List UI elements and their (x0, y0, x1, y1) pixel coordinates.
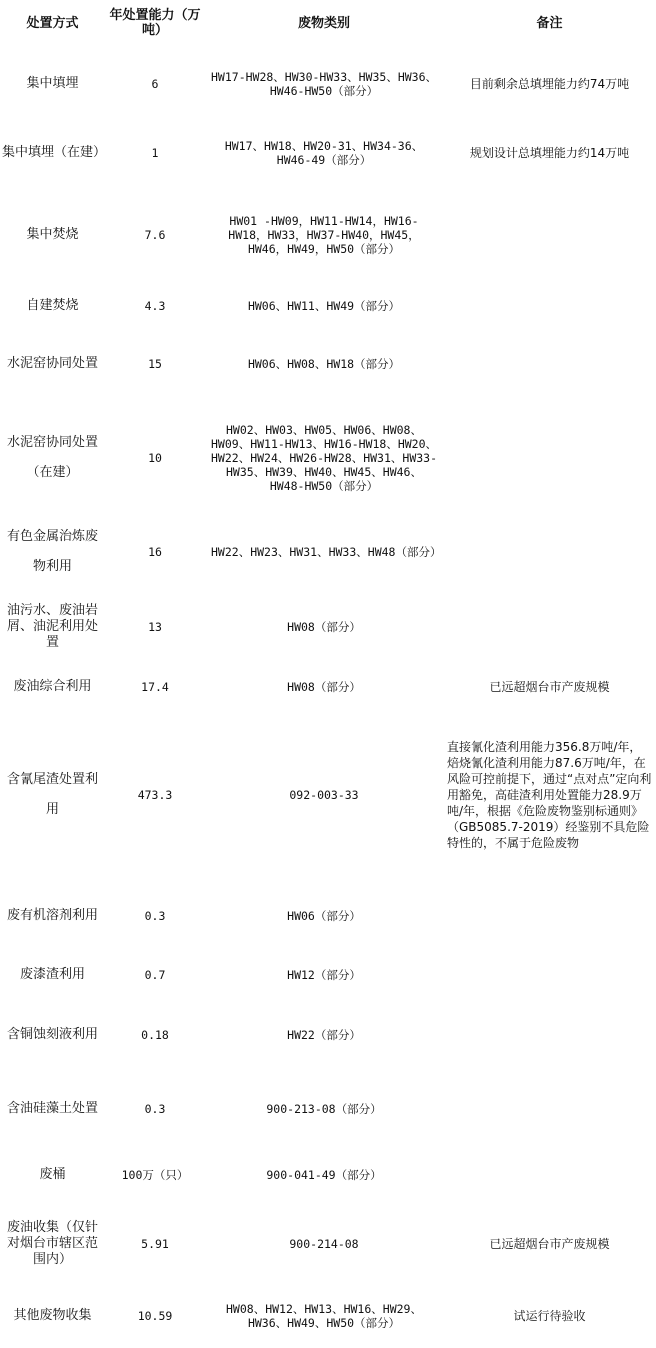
capacity-cell: 0.18 (141, 1027, 169, 1042)
category-cell: HW06、HW11、HW49（部分） (247, 299, 401, 313)
note-cell: 已远超烟台市产废规模 (489, 679, 610, 694)
capacity-cell: 13 (148, 619, 162, 634)
table-row (0, 286, 656, 326)
table-header-row (0, 0, 656, 46)
table-row (0, 998, 656, 1072)
method-cell: 含铜蚀刻液利用 (6, 1027, 98, 1042)
note-cell (443, 286, 656, 326)
note-cell: 试运行待验收 (513, 1308, 586, 1323)
note-cell (443, 998, 656, 1072)
method-cell: 油污水、废油岩屑、油泥利用处置 (6, 603, 98, 650)
note-cell (443, 514, 656, 590)
note-cell (443, 590, 656, 664)
capacity-cell: 0.7 (144, 967, 166, 982)
category-cell: HW08（部分） (287, 680, 361, 694)
header-method: 处置方式 (26, 15, 79, 31)
category-cell: HW12（部分） (287, 968, 361, 982)
category-cell: HW08、HW12、HW13、HW16、HW29、HW36、HW49、HW50（部分） (226, 1302, 422, 1330)
note-cell: 直接氰化渣利用能力356.8万吨/年，焙烧氰化渣利用能力87.6万吨/年，在风险可控前提下，通过“点对点”定向利用豁免，高硅渣利用处置能力28.9万吨/年，根据《危险废物鉴别标通则》（GB5085.7-2019）经鉴别不具危险特性的，不属于危险废物 (447, 740, 652, 850)
method-cell: 含氰尾渣处置利用 (6, 772, 98, 817)
table-row (0, 952, 656, 998)
table-row (0, 402, 656, 514)
category-cell: 900-214-08 (289, 1237, 359, 1251)
capacity-cell: 0.3 (144, 1101, 166, 1116)
capacity-cell: 1 (151, 145, 159, 160)
note-cell: 目前剩余总填埋能力约74万吨 (469, 76, 630, 91)
category-cell: HW06、HW08、HW18（部分） (247, 357, 401, 371)
note-cell (443, 952, 656, 998)
category-cell: 092-003-33 (289, 788, 359, 802)
note-cell (443, 880, 656, 952)
method-cell: 水泥窑协同处置 (6, 356, 98, 371)
capacity-cell: 17.4 (141, 679, 169, 694)
capacity-cell: 10 (148, 450, 162, 465)
capacity-cell: 100万（只） (121, 1167, 189, 1182)
table-row (0, 1284, 656, 1348)
note-cell (443, 1146, 656, 1204)
note-cell (443, 326, 656, 402)
table-row (0, 710, 656, 880)
table-row (0, 1072, 656, 1146)
category-cell: HW01 -HW09，HW11-HW14，HW16-HW18，HW33，HW37-HW40，HW45，HW46，HW49，HW50（部分） (228, 214, 420, 256)
method-cell: 废桶 (39, 1167, 66, 1182)
method-cell: 水泥窑协同处置（在建） (6, 435, 98, 480)
note-cell (443, 1072, 656, 1146)
table-row (0, 590, 656, 664)
capacity-cell: 6 (151, 76, 159, 91)
method-cell: 其他废物收集 (13, 1308, 92, 1323)
table-row (0, 880, 656, 952)
method-cell: 有色金属治炼废物利用 (6, 529, 98, 574)
category-cell: 900-213-08（部分） (266, 1102, 382, 1116)
table-row (0, 184, 656, 286)
note-cell (443, 184, 656, 286)
note-cell: 规划设计总填埋能力约14万吨 (469, 145, 630, 160)
method-cell: 集中填埋（在建） (2, 145, 107, 160)
category-cell: HW08（部分） (287, 620, 361, 634)
capacity-cell: 10.59 (137, 1308, 173, 1323)
method-cell: 废油收集（仅针对烟台市辖区范围内） (6, 1220, 98, 1267)
capacity-cell: 5.91 (141, 1236, 169, 1251)
capacity-cell: 473.3 (137, 787, 173, 802)
method-cell: 自建焚烧 (26, 298, 79, 313)
category-cell: HW22（部分） (287, 1028, 361, 1042)
category-cell: HW17-HW28、HW30-HW33、HW35、HW36、HW46-HW50（部分） (211, 70, 438, 98)
category-cell: HW06（部分） (287, 909, 361, 923)
capacity-cell: 7.6 (144, 227, 166, 242)
table-row (0, 326, 656, 402)
note-cell: 已远超烟台市产废规模 (489, 1236, 610, 1251)
category-cell: HW02、HW03、HW05、HW06、HW08、HW09、HW11-HW13、HW16-HW18、HW20、HW22、HW24、HW26-HW28、HW31、HW33-HW35、HW39、HW40、HW45、HW46、HW48-HW50（部分） (211, 423, 438, 493)
capacity-cell: 0.3 (144, 908, 166, 923)
header-note: 备注 (536, 15, 563, 31)
table-row (0, 1146, 656, 1204)
table-row (0, 122, 656, 184)
method-cell: 废漆渣利用 (19, 967, 85, 982)
table-row (0, 664, 656, 710)
method-cell: 废有机溶剂利用 (6, 908, 98, 923)
category-cell: 900-041-49（部分） (266, 1168, 382, 1182)
table-row (0, 514, 656, 590)
capacity-cell: 4.3 (144, 298, 166, 313)
header-capacity: 年处置能力（万吨） (109, 8, 201, 38)
method-cell: 集中焚烧 (26, 227, 79, 242)
table-row (0, 1204, 656, 1284)
category-cell: HW17、HW18、HW20-31、HW34-36、HW46-49（部分） (224, 139, 424, 167)
note-cell (443, 402, 656, 514)
category-cell: HW22、HW23、HW31、HW33、HW48（部分） (211, 545, 442, 559)
capacity-cell: 15 (148, 356, 162, 371)
table-row (0, 46, 656, 122)
method-cell: 废油综合利用 (13, 679, 92, 694)
header-category: 废物类别 (297, 15, 350, 31)
capacity-cell: 16 (148, 544, 162, 559)
method-cell: 含油硅藻土处置 (6, 1101, 98, 1116)
method-cell: 集中填埋 (26, 76, 79, 91)
